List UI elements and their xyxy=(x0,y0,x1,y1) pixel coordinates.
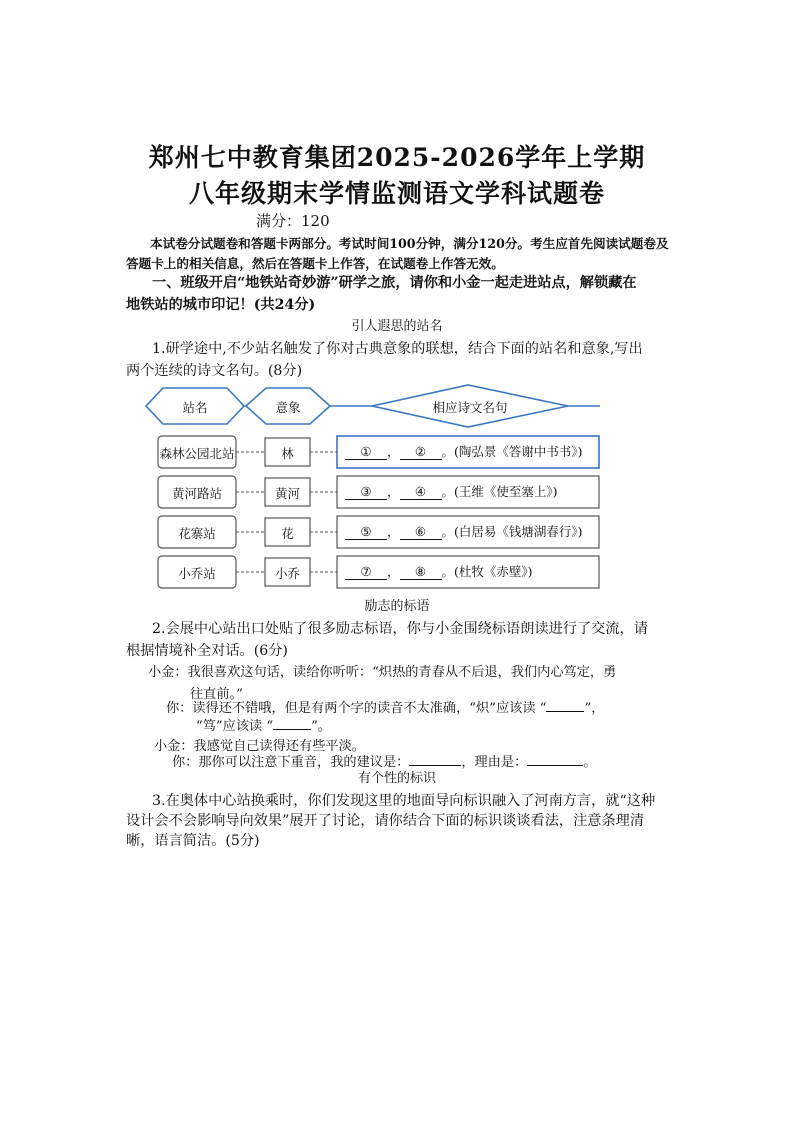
dialogue-xiaojin-1: 小金：我很喜欢这句话，读给你听听：“炽热的青春从不后退，我们内心笃定，勇 xyxy=(148,665,617,680)
answer-blank[interactable]: ③ xyxy=(345,484,387,500)
instructions-line2: 答题卡上的相关信息，然后在答题卡上作答，在试题卷上作答无效。 xyxy=(126,256,504,271)
imagery-name: 花 xyxy=(281,526,294,541)
poem-line: ⑦ ， ⑧ 。(杜牧《赤壁》) xyxy=(345,562,533,580)
pinyin-blank-du[interactable] xyxy=(273,729,311,730)
answer-blank[interactable]: ② xyxy=(400,444,442,460)
q1-line1: 1.研学途中,不少站名触发了你对古典意象的联想，结合下面的站名和意象,写出 xyxy=(152,341,643,357)
answer-blank[interactable]: ① xyxy=(345,444,387,460)
exam-title-line1: 郑州七中教育集团2025-2026学年上学期 xyxy=(148,143,646,172)
part2-subtitle: 励志的标语 xyxy=(364,599,430,614)
dialogue-you-2: 你：那你可以注意下重音，我的建议是： ，理由是： 。 xyxy=(172,755,597,770)
dialogue-you-1-cont: “笃”应该读 “ ”。 xyxy=(196,719,332,734)
imagery-name: 林 xyxy=(281,446,294,461)
header-imagery-label: 意象 xyxy=(275,400,301,415)
header-poem-label: 相应诗文名句 xyxy=(432,400,508,415)
pinyin-blank-chi[interactable] xyxy=(546,711,584,712)
q1-line2: 两个连续的诗文名句。(8分) xyxy=(126,363,303,379)
station-name: 花寨站 xyxy=(178,526,216,541)
full-score: 满分：120 xyxy=(256,212,330,230)
poem-source: 。(白居易《钱塘湖春行》) xyxy=(441,524,583,539)
exam-title-line2: 八年级期末学情监测语文学科试题卷 xyxy=(188,179,605,208)
q3-line3: 晰，语言简洁。(5分) xyxy=(126,833,260,849)
poem-source: 。(王维《使至塞上》) xyxy=(441,484,558,499)
q3-line1: 3.在奥体中心站换乘时，你们发现这里的地面导向标识融入了河南方言，就“这种 xyxy=(152,793,656,809)
answer-blank[interactable]: ⑦ xyxy=(345,564,387,580)
part1-subtitle: 引人遐思的站名 xyxy=(351,319,443,334)
section1-heading-line2: 地铁站的城市印记！(共24分) xyxy=(126,297,316,313)
dialogue-xiaojin-1-cont: 往直前。” xyxy=(190,687,243,702)
header-station-label: 站名 xyxy=(182,400,208,415)
imagery-name: 小乔 xyxy=(274,566,300,581)
imagery-name: 黄河 xyxy=(274,486,300,501)
q2-line2: 根据情境补全对话。(6分) xyxy=(126,643,288,659)
station-name: 小乔站 xyxy=(178,566,216,581)
section1-heading-line1: 一、班级开启“地铁站奇妙游”研学之旅，请你和小金一起走进站点，解锁藏在 xyxy=(152,275,637,291)
answer-blank[interactable]: ⑥ xyxy=(400,524,442,540)
suggestion-blank[interactable] xyxy=(409,765,461,766)
station-name: 黄河路站 xyxy=(171,486,222,501)
poem-line: ① ， ② 。(陶弘景《答谢中书书》) xyxy=(345,442,583,460)
answer-blank[interactable]: ⑤ xyxy=(345,524,387,540)
poem-source: 。(陶弘景《答谢中书书》) xyxy=(441,444,583,459)
part3-subtitle: 有个性的标识 xyxy=(357,771,436,786)
dialogue-you-1: 你：读得还不错哦，但是有两个字的读音不太准确，“炽”应该读 “ ”， xyxy=(166,701,605,716)
instructions-line1: 本试卷分试题卷和答题卡两部分。考试时间100分钟，满分120分。考生应首先阅读试题卷及 xyxy=(150,236,669,251)
dialogue-xiaojin-2: 小金：我感觉自己读得还有些平淡。 xyxy=(154,739,365,754)
station-name: 森林公园北站 xyxy=(159,446,235,461)
answer-blank[interactable]: ⑧ xyxy=(400,564,442,580)
reason-blank[interactable] xyxy=(527,765,583,766)
poem-source: 。(杜牧《赤壁》) xyxy=(441,564,533,579)
q3-line2: 设计会不会影响导向效果”展开了讨论，请你结合下面的标识谈谈看法，注意条理清 xyxy=(126,813,645,829)
q2-line1: 2.会展中心站出口处贴了很多励志标语，你与小金围绕标语朗读进行了交流，请 xyxy=(152,621,648,637)
answer-blank[interactable]: ④ xyxy=(400,484,442,500)
poem-line: ⑤ ， ⑥ 。(白居易《钱塘湖春行》) xyxy=(345,522,583,540)
poem-line: ③ ， ④ 。(王维《使至塞上》) xyxy=(345,482,558,500)
